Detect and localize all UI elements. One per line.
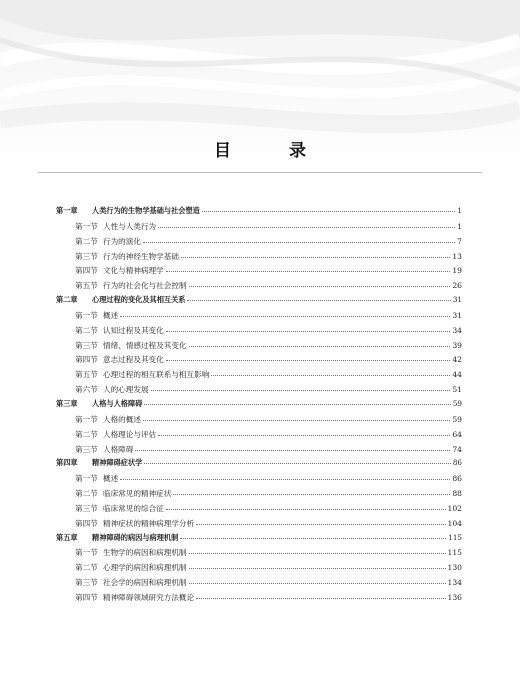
toc-section-entry[interactable] — [56, 562, 462, 577]
toc-section-entry[interactable] — [56, 340, 462, 355]
toc-entry-number: 第二章 — [56, 295, 78, 305]
toc-entry-number: 第二节 — [75, 236, 98, 246]
dot-leader — [189, 285, 451, 287]
dot-leader — [187, 299, 450, 301]
dot-leader — [181, 256, 450, 258]
toc-page-number: 115 — [447, 548, 462, 558]
toc-entry-title: 临床常见的综合征 — [103, 503, 164, 513]
toc-section-entry[interactable] — [56, 577, 462, 592]
toc-entry-number: 第四节 — [75, 355, 98, 365]
toc-entry-number: 第五节 — [75, 370, 98, 380]
toc-entry-title: 行为的社会化与社会控制 — [103, 281, 187, 291]
toc-entry-number: 第三节 — [75, 444, 98, 454]
toc-page-number: 86 — [452, 458, 462, 468]
toc-page-number: 74 — [452, 444, 462, 454]
toc-entry-number: 第一节 — [75, 548, 98, 558]
toc-section-entry[interactable] — [56, 310, 462, 325]
toc-page-number: 88 — [452, 489, 462, 499]
toc-entry-title: 情绪、情感过程及其变化 — [103, 340, 187, 350]
dot-leader — [180, 537, 446, 539]
toc-section-entry[interactable] — [56, 503, 462, 518]
toc-entry-number: 第四节 — [75, 518, 98, 528]
toc-page-number: 1 — [457, 206, 462, 215]
toc-entry-number: 第二节 — [75, 429, 98, 439]
toc-section-entry[interactable] — [56, 473, 462, 488]
dot-leader — [120, 315, 450, 317]
toc-entry-number: 第二节 — [75, 489, 98, 499]
toc-entry-number: 第四节 — [75, 266, 98, 276]
toc-entry-title: 认知过程及其变化 — [103, 325, 164, 335]
toc-chapter-entry[interactable] — [56, 399, 462, 414]
toc-entry-title: 精神症状的精神病理学分析 — [103, 518, 195, 528]
toc-entry-title: 行为的神经生物学基础 — [103, 251, 179, 261]
toc-section-entry[interactable] — [56, 354, 462, 369]
dot-leader — [158, 226, 455, 228]
toc-entry-title: 人格与人格障碍 — [92, 398, 143, 408]
dot-leader — [144, 462, 451, 464]
toc-entry-title: 精神障碍领域研究方法概论 — [103, 592, 195, 602]
dot-leader — [211, 374, 450, 376]
toc-section-entry[interactable] — [56, 547, 462, 562]
toc-page-number: 44 — [452, 370, 462, 380]
dot-leader — [166, 330, 451, 332]
dot-leader — [189, 552, 446, 554]
dot-leader — [151, 389, 451, 391]
toc-entry-title: 心理过程的相互联系与相互影响 — [103, 370, 210, 380]
dot-leader — [120, 478, 450, 480]
toc-entry-title: 行为的演化 — [103, 236, 141, 246]
toc-entry-title: 生物学的病因和病理机制 — [103, 548, 187, 558]
toc-page-number: 104 — [447, 518, 462, 528]
dot-leader — [189, 567, 446, 569]
dot-leader — [166, 270, 451, 272]
toc-entry-number: 第二节 — [75, 563, 98, 573]
toc-chapter-entry[interactable] — [56, 206, 462, 221]
toc-entry-number: 第五节 — [75, 281, 98, 291]
toc-entry-number: 第四节 — [75, 592, 98, 602]
toc-entry-number: 第一节 — [75, 221, 98, 231]
toc-page-number: 19 — [452, 266, 462, 276]
toc-section-entry[interactable] — [56, 369, 462, 384]
toc-page-number: 130 — [447, 563, 462, 573]
toc-page-number: 134 — [447, 578, 462, 588]
dot-leader — [135, 449, 450, 451]
toc-entry-number: 第三节 — [75, 251, 98, 261]
toc-page-number: 86 — [452, 474, 462, 484]
dot-leader — [202, 210, 456, 212]
toc-page-number: 136 — [447, 592, 462, 602]
toc-entry-title: 人格的概述 — [103, 414, 141, 424]
toc-page-number: 39 — [452, 340, 462, 350]
toc-page-number: 64 — [452, 429, 462, 439]
header-divider — [38, 172, 482, 173]
toc-entry-number: 第四章 — [56, 458, 78, 468]
dot-leader — [196, 597, 445, 599]
toc-page-number: 42 — [452, 355, 462, 365]
toc-page-number: 102 — [447, 503, 462, 513]
toc-section-entry[interactable] — [56, 265, 462, 280]
toc-entry-title: 心理学的病因和病理机制 — [103, 563, 187, 573]
toc-section-entry[interactable] — [56, 592, 462, 607]
toc-section-entry[interactable] — [56, 251, 462, 266]
toc-page-number: 51 — [452, 385, 462, 395]
toc-section-entry[interactable] — [56, 414, 462, 429]
toc-page-number: 34 — [452, 325, 462, 335]
dot-leader — [173, 493, 450, 495]
dot-leader — [196, 523, 445, 525]
toc-page-number: 26 — [452, 281, 462, 291]
toc-entry-number: 第五章 — [56, 532, 78, 542]
toc-page-number: 59 — [452, 414, 462, 424]
dot-leader — [189, 345, 451, 347]
toc-entry-number: 第三节 — [75, 578, 98, 588]
toc-entry-title: 人类行为的生物学基础与社会塑造 — [92, 206, 200, 215]
toc-section-entry[interactable] — [56, 429, 462, 444]
toc-section-entry[interactable] — [56, 280, 462, 295]
toc-entry-number: 第一节 — [75, 310, 98, 320]
toc-section-entry[interactable] — [56, 384, 462, 399]
toc-entry-number: 第六节 — [75, 385, 98, 395]
toc-entry-title: 文化与精神病理学 — [103, 266, 164, 276]
toc-section-entry[interactable] — [56, 518, 462, 533]
dot-leader — [143, 419, 450, 421]
toc-entry-title: 社会学的病因和病理机制 — [103, 578, 187, 588]
toc-page-number: 115 — [448, 532, 462, 542]
toc-page-number: 31 — [452, 310, 462, 320]
toc-section-entry[interactable] — [56, 444, 462, 459]
toc-page-number: 13 — [452, 251, 462, 261]
toc-entry-title: 意志过程及其变化 — [103, 355, 164, 365]
toc-entry-title: 精神障碍症状学 — [92, 458, 143, 468]
toc-page-number: 7 — [457, 236, 462, 246]
toc-entry-number: 第一节 — [75, 414, 98, 424]
toc-entry-title: 临床常见的精神症状 — [103, 489, 172, 499]
dot-leader — [166, 508, 446, 510]
dot-leader — [144, 403, 451, 405]
toc-entry-title: 概述 — [103, 310, 119, 320]
table-of-contents — [56, 206, 462, 607]
toc-entry-title: 概述 — [103, 474, 119, 484]
toc-entry-number: 第一节 — [75, 474, 98, 484]
toc-entry-number: 第三章 — [56, 398, 78, 408]
dot-leader — [158, 434, 450, 436]
toc-entry-number: 第一章 — [56, 206, 78, 215]
page-title: 目 录 — [214, 141, 332, 161]
toc-chapter-entry[interactable] — [56, 458, 462, 473]
toc-entry-title: 人性与人类行为 — [103, 221, 157, 231]
toc-entry-title: 人的心理发展 — [103, 385, 149, 395]
toc-section-entry[interactable] — [56, 488, 462, 503]
toc-chapter-entry[interactable] — [56, 295, 462, 310]
toc-entry-title: 心理过程的变化及其相互关系 — [92, 295, 186, 305]
toc-section-entry[interactable] — [56, 236, 462, 251]
toc-entry-title: 人格障碍 — [103, 444, 134, 454]
dot-leader — [143, 241, 455, 243]
dot-leader — [189, 582, 446, 584]
toc-entry-title: 精神障碍的病因与病理机制 — [92, 532, 179, 542]
toc-section-entry[interactable] — [56, 221, 462, 236]
toc-chapter-entry[interactable] — [56, 533, 462, 548]
toc-page-number: 1 — [457, 221, 462, 231]
toc-page-number: 31 — [452, 295, 462, 305]
toc-page-number: 59 — [452, 398, 462, 408]
toc-entry-number: 第三节 — [75, 340, 98, 350]
toc-section-entry[interactable] — [56, 325, 462, 340]
toc-entry-number: 第二节 — [75, 325, 98, 335]
toc-entry-title: 人格理论与评估 — [103, 429, 157, 439]
dot-leader — [166, 359, 451, 361]
toc-entry-number: 第三节 — [75, 503, 98, 513]
